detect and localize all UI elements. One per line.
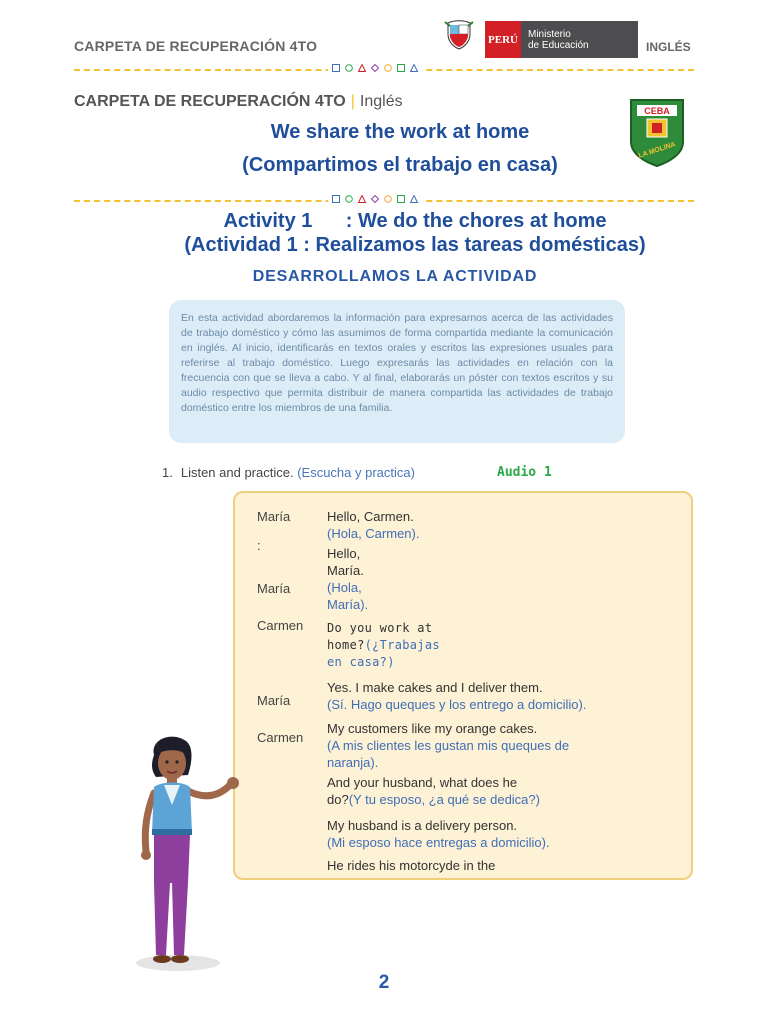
dialog-line-en: Hello, bbox=[327, 546, 361, 561]
dialog-line-es: naranja). bbox=[327, 755, 379, 770]
intro-box bbox=[169, 300, 625, 443]
dialog-line-es: (Mi esposo hace entregas a domicilio). bbox=[327, 835, 550, 850]
dialog-line-es: (Y tu esposo, ¿a qué se dedica?) bbox=[348, 792, 540, 807]
instruction-translation: (Escucha y practica) bbox=[297, 465, 415, 480]
audio-link[interactable]: Audio 1 bbox=[497, 465, 552, 480]
speaker-label: Carmen bbox=[257, 730, 304, 745]
dialog-line-en: And your husband, what does he bbox=[327, 775, 518, 790]
dialog-line-en: do? bbox=[327, 792, 349, 807]
dialog-line-es: (A mis clientes les gustan mis queques de bbox=[327, 738, 570, 753]
instruction bbox=[162, 465, 415, 480]
divider-glyphs-top bbox=[328, 64, 422, 76]
page-header bbox=[0, 0, 768, 70]
dialog-line-es: (¿Trabajas bbox=[364, 638, 440, 652]
page-number: 2 bbox=[378, 972, 390, 993]
speaker-label: María bbox=[257, 581, 291, 596]
divider-glyphs-middle bbox=[328, 195, 422, 207]
woman-illustration bbox=[132, 733, 252, 978]
dialog-line-en: My husband is a delivery person. bbox=[327, 818, 518, 833]
dialog-line bbox=[327, 720, 569, 771]
dialog-line bbox=[327, 774, 540, 808]
instruction-number: 1. bbox=[162, 465, 173, 480]
intro-text: En esta actividad abordaremos la información para expresarnos acerca de las actividades de trabajo doméstico y cómo las asumimos de forma compartida mediante la comunicación en inglés. Al inicio, identificarás en textos orales y escritos las expresiones usuales para referirse al trabajo doméstico. Luego expresarás las actividades en relación con la frecuencia con que se lleva a cabo. Y al final, elaborarás un póster con textos escritos y su audio respectivo que permita distribuir de manera compartida las actividades de trabajo doméstico entre los miembros de una familia. bbox=[181, 312, 613, 414]
dialog-line-en: Do you work at bbox=[327, 621, 433, 635]
main-title-en: We share the work at home bbox=[270, 121, 530, 143]
dialog-line-en: He rides his motorcyde in the bbox=[327, 858, 496, 873]
section-separator: | bbox=[350, 93, 355, 110]
speaker-label: Carmen bbox=[257, 618, 304, 633]
instruction-text: Listen and practice. bbox=[180, 465, 294, 480]
dialog-line-es: (Sí. Hago queques y los entrego a domicilio). bbox=[327, 697, 587, 712]
header-title: CARPETA DE RECUPERACIÓN 4TO bbox=[74, 38, 318, 54]
dialog-line-en: Hello, Carmen. bbox=[327, 509, 414, 524]
dialog-line-en: María. bbox=[327, 563, 364, 578]
speaker-label: María bbox=[257, 693, 291, 708]
dialog-line-en: Yes. I make cakes and I deliver them. bbox=[327, 680, 543, 695]
dialog-line bbox=[327, 545, 368, 613]
peru-label: PERÚ bbox=[485, 21, 521, 58]
dialog-line-es: en casa?) bbox=[327, 655, 395, 669]
ceba-badge-icon bbox=[627, 98, 687, 168]
dialog-line-es: (Hola, Carmen). bbox=[327, 526, 420, 541]
section-subject: Inglés bbox=[359, 93, 403, 110]
ministry-line2: de Educación bbox=[528, 40, 589, 51]
dialog-line bbox=[327, 620, 440, 671]
dialog-line bbox=[327, 679, 586, 713]
dialog-line-es: María). bbox=[327, 597, 369, 612]
dialog-line bbox=[327, 817, 550, 851]
activity-title-en: Activity 1 : We do the chores at home bbox=[223, 210, 607, 232]
badge-top-text: CEBA bbox=[644, 106, 670, 116]
section-title bbox=[74, 93, 403, 111]
ministry-line1: Ministerio bbox=[528, 29, 571, 40]
dialog-line-es: (Hola, bbox=[327, 580, 362, 595]
coat-of-arms-icon bbox=[444, 20, 474, 50]
ministry-logo bbox=[485, 21, 638, 58]
main-title-es: (Compartimos el trabajo en casa) bbox=[242, 154, 558, 176]
speaker-label: : bbox=[257, 538, 261, 553]
header-subject: INGLÉS bbox=[646, 40, 691, 54]
badge-bottom-text: LA MOLINA bbox=[637, 141, 677, 160]
activity-title-es: (Actividad 1 : Realizamos las tareas domésticas) bbox=[184, 234, 646, 256]
section-title-text: CARPETA DE RECUPERACIÓN 4TO bbox=[74, 93, 346, 110]
dialog-line-en: My customers like my orange cakes. bbox=[327, 721, 538, 736]
develop-heading: DESARROLLAMOS LA ACTIVIDAD bbox=[252, 268, 538, 285]
speaker-label: María bbox=[257, 509, 291, 524]
dialog-line bbox=[327, 508, 419, 542]
dialog-line-en: home? bbox=[327, 638, 365, 652]
dialog-line bbox=[327, 857, 495, 874]
